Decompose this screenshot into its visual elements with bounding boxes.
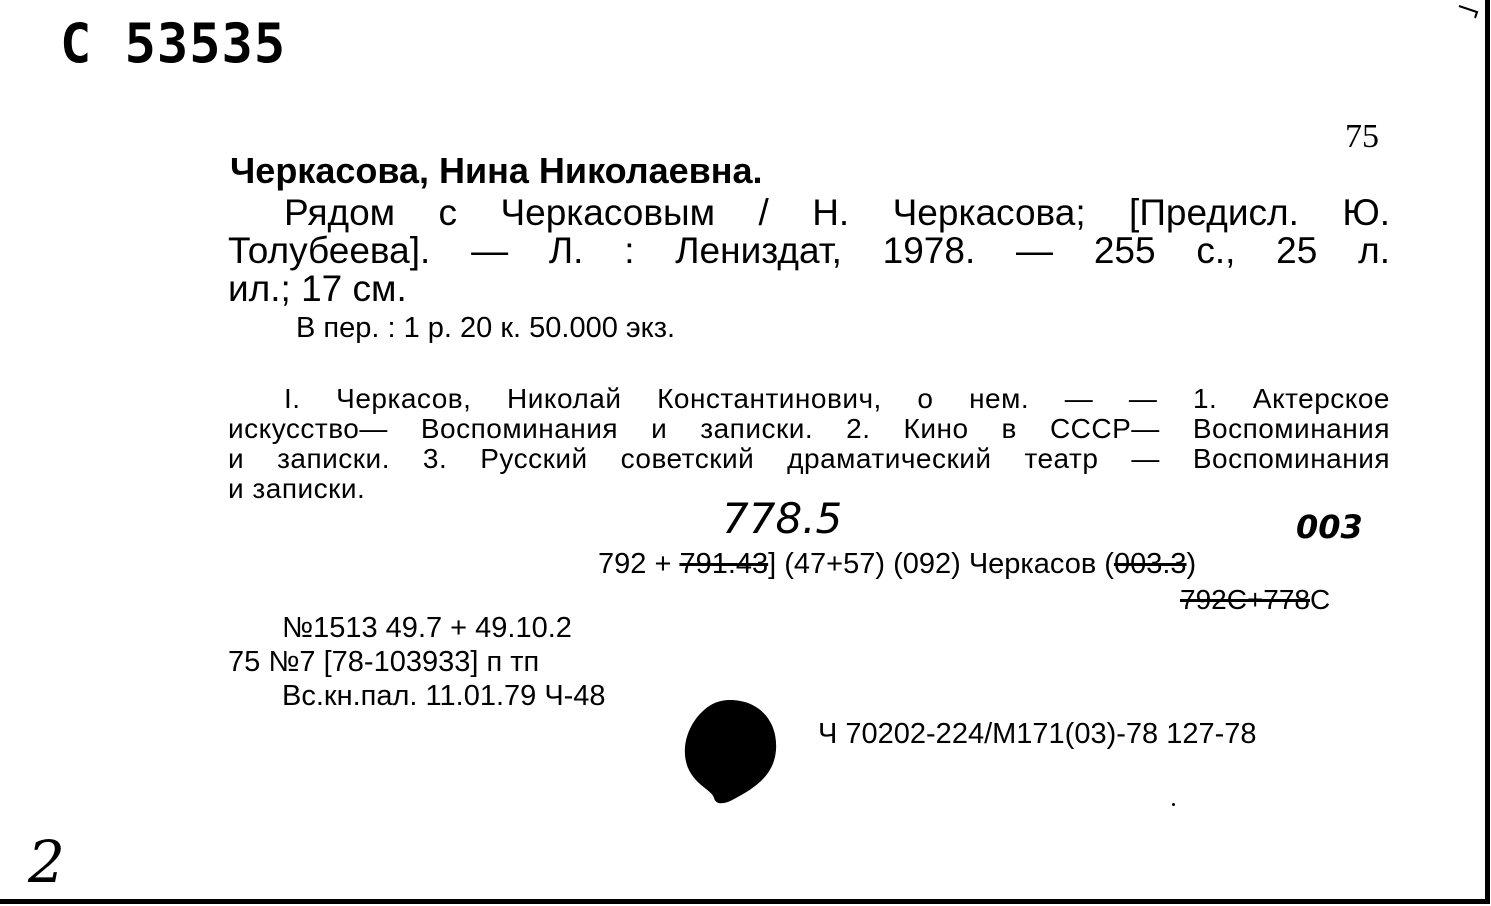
title-line: Толубеева]. — Л. : Лениздат, 1978. — 255 с., 25 л. xyxy=(228,230,1390,271)
classification-line xyxy=(598,548,1196,581)
meta-line-1: №1513 49.7 + 49.10.2 xyxy=(282,612,572,644)
punch-hole-icon xyxy=(682,698,778,806)
title-line: ил.; 17 см. xyxy=(228,268,407,309)
subject-headings xyxy=(228,384,1390,504)
class-close: ) xyxy=(1186,548,1197,580)
subject-line: искусство— Воспоминания и записки. 2. Кино в СССР— Воспоминания xyxy=(228,413,1390,444)
class-struck-2: 003.3 xyxy=(1113,548,1187,580)
price-line: В пер. : 1 р. 20 к. 50.000 экз. xyxy=(296,312,676,344)
meta-line-3: Вс.кн.пал. 11.01.79 Ч-48 xyxy=(282,680,606,712)
subject-line: и записки. 3. Русский советский драматический театр — Воспоминания xyxy=(228,443,1390,474)
handwritten-class-correction: 778.5 xyxy=(722,494,843,543)
author-heading: Черкасова, Нина Николаевна. xyxy=(230,150,763,191)
handwritten-mark: 2 xyxy=(28,828,65,896)
speck xyxy=(1172,803,1175,806)
class-suffix: ] (47+57) (092) Черкасов ( xyxy=(768,548,1114,580)
classification-line-2 xyxy=(1180,584,1330,616)
subject-line: и записки. xyxy=(228,473,366,504)
corner-mark-icon xyxy=(1457,4,1479,22)
code-line: Ч 70202-224/М171(03)-78 127-78 xyxy=(818,718,1257,750)
handwritten-code-correction: 003 xyxy=(1296,508,1363,546)
title-line: Рядом с Черкасовым / Н. Черкасова; [Предисл. Ю. xyxy=(284,192,1390,233)
class2-tail: С xyxy=(1310,584,1331,615)
class2-struck: 792С+778 xyxy=(1180,584,1311,615)
class-struck: 791.43 xyxy=(679,548,769,580)
title-description xyxy=(228,194,1390,308)
inventory-stamp: С 53535 xyxy=(60,12,287,76)
card-number: 75 xyxy=(1345,118,1379,155)
meta-line-2: 75 №7 [78-103933] п тп xyxy=(228,646,540,678)
class-prefix: 792 + xyxy=(598,548,680,580)
subject-line: I. Черкасов, Николай Константинович, о нем. — — 1. Актерское xyxy=(284,383,1390,414)
